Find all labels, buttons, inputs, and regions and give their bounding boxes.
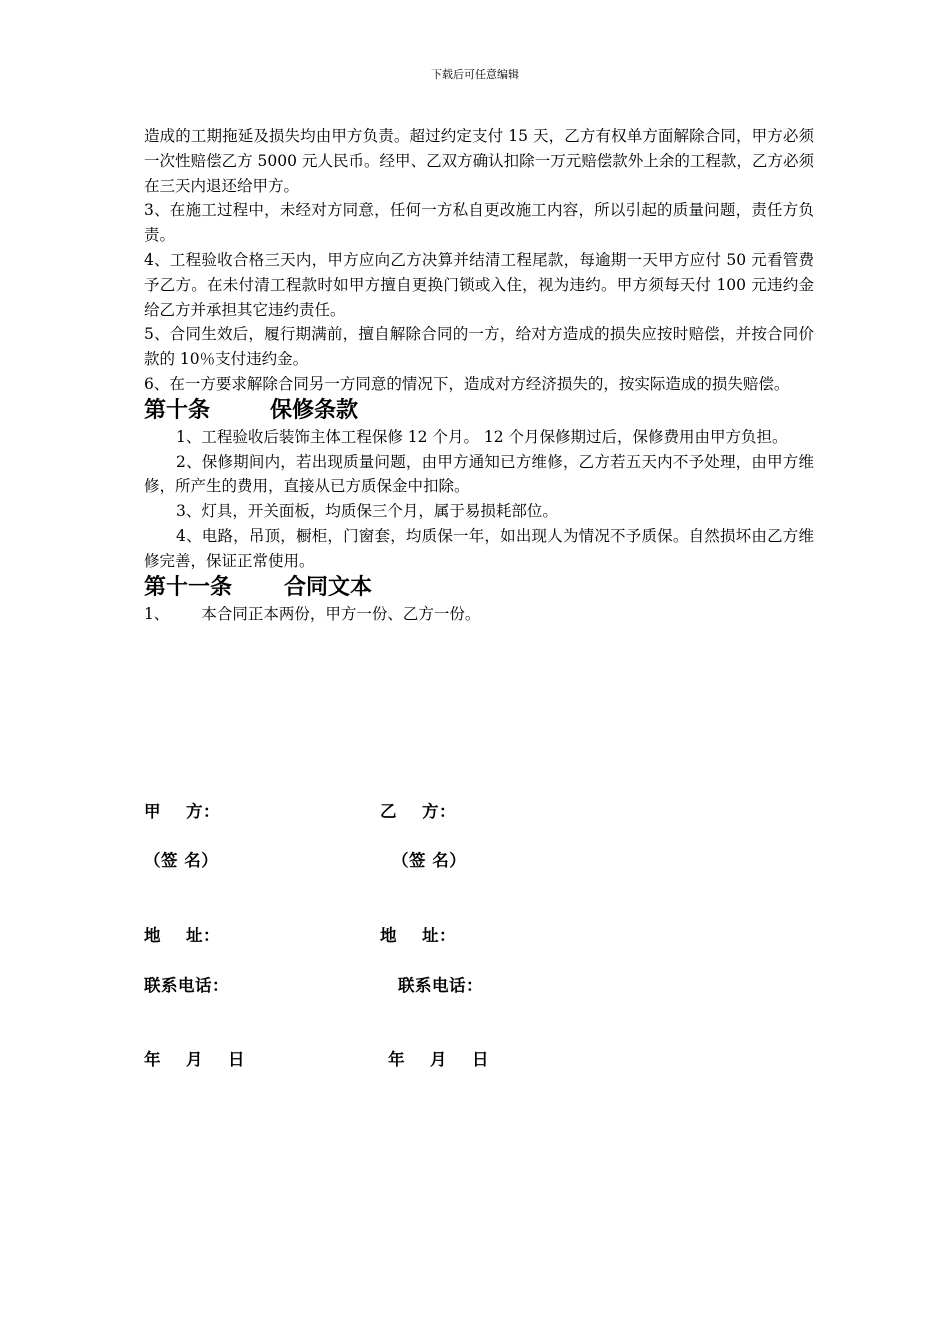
party-b-label: 乙 方： (380, 802, 456, 821)
paragraph-clause-5: 5、合同生效后，履行期满前，擅自解除合同的一方，给对方造成的损失应按时赔偿，并按合同价款的 10％支付违约金。 (144, 325, 814, 369)
header-note: 下载后可任意编辑 (431, 68, 519, 81)
party-b-address: 地 址： (380, 926, 456, 945)
contract-copies-item (144, 602, 814, 627)
party-b-phone: 联系电话： (398, 976, 483, 995)
warranty-item-4: 4、电路，吊顶，橱柜，门窗套，均质保一年，如出现人为情况不予质保。自然损坏由乙方维修完善，保证正常使用。 (144, 526, 814, 570)
party-a-date: 年 月 日 (144, 1050, 245, 1069)
article-11-title: 合同文本 (284, 574, 373, 600)
warranty-item-2: 2、保修期间内，若出现质量问题，由甲方通知已方维修，乙方若五天内不予处理，由甲方维修，所产生的费用，直接从已方质保金中扣除。 (144, 452, 814, 496)
article-10-title: 保修条款 (270, 397, 359, 423)
article-11-heading (144, 574, 814, 602)
contract-copies-text: 本合同正本两份，甲方一份、乙方一份。 (201, 604, 481, 623)
paragraph-clause-3: 3、在施工过程中，未经对方同意，任何一方私自更改施工内容，所以引起的质量问题，责任方负责。 (144, 201, 814, 245)
article-10-heading (144, 397, 814, 425)
party-a-signature: （签 名） (144, 851, 219, 870)
party-a-address: 地 址： (144, 926, 220, 945)
document-body (144, 124, 814, 626)
contract-copies-number: 1、 (144, 604, 170, 623)
paragraph-clause-4: 4、工程验收合格三天内，甲方应向乙方决算并结清工程尾款，每逾期一天甲方应付 50 元看管费予乙方。在未付清工程款时如甲方擅自更换门锁或入住，视为违约。甲方须每天付 100 元违约金给乙方并承担其它违约责任。 (144, 250, 814, 319)
article-11-number: 第十一条 (144, 574, 233, 600)
warranty-item-3: 3、灯具，开关面板，均质保三个月，属于易损耗部位。 (176, 502, 558, 521)
paragraph-compensation: 造成的工期拖延及损失均由甲方负责。超过约定支付 15 天，乙方有权单方面解除合同，甲方必须一次性赔偿乙方 5000 元人民币。经甲、乙双方确认扣除一万元赔偿款外上余的工程款，乙方必须在三天内退还给甲方。 (144, 127, 814, 195)
paragraph-clause-6: 6、在一方要求解除合同另一方同意的情况下，造成对方经济损失的，按实际造成的损失赔偿。 (144, 374, 790, 393)
party-b-date: 年 月 日 (388, 1050, 489, 1069)
article-10-number: 第十条 (144, 397, 211, 423)
party-a-label: 甲 方： (144, 802, 220, 821)
party-b-signature: （签 名） (392, 851, 467, 870)
warranty-item-1: 1、工程验收后装饰主体工程保修 12 个月。 12 个月保修期过后，保修费用由甲方负担。 (176, 427, 788, 446)
party-a-phone: 联系电话： (144, 976, 229, 995)
